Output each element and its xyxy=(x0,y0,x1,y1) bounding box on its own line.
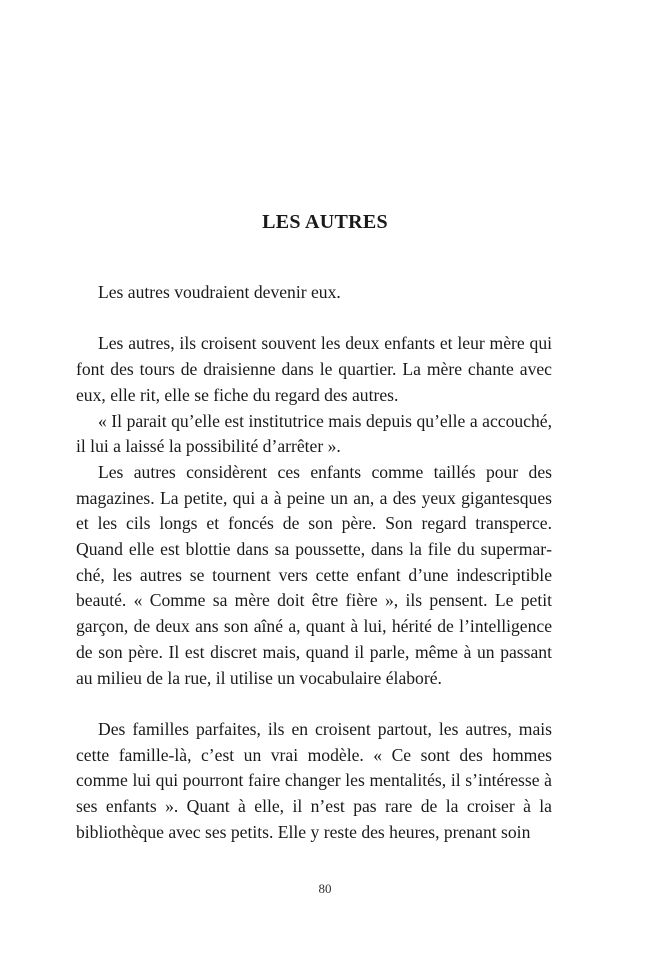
paragraph: Les autres voudraient devenir eux. xyxy=(98,282,341,302)
paragraph: Les autres, ils croisent souvent les deux enfants et leur mère qui font des tours de draisienne dans le quartier. La mère chante avec eux, elle rit, elle se fiche du regard des autres. xyxy=(76,333,552,405)
chapter-title: LES AUTRES xyxy=(262,211,388,233)
body-text xyxy=(76,280,552,845)
page-number: 80 xyxy=(318,881,332,896)
paragraph: « Il parait qu’elle est institutrice mais depuis qu’elle a accouché, il lui a laissé la possibilité d’arrêter ». xyxy=(76,410,552,457)
paragraph: Les autres considèrent ces enfants comme taillés pour des magazines. La petite, qui a à peine un an, a des yeux gigantesques et les cils longs et foncés de son père. Son regard transperce. Quand elle est blottie dans sa poussette, dans la file du supermarché, les autres se tournent vers cette enfant d’une indescriptible beauté. « Comme sa mère doit être fière », ils pensent. Le petit garçon, de deux ans son aîné a, quant à lui, hérité de l’intelligence de son père. Il est discret mais, quand il parle, même à un passant au milieu de la rue, il utilise un vocabulaire élaboré. xyxy=(76,461,552,688)
paragraph: Des familles parfaites, ils en croisent partout, les autres, mais cette famille-là, c’est un vrai modèle. « Ce sont des hommes comme lui qui pourront faire changer les mentalités, il s’intéresse à ses enfants ». Quant à elle, il n’est pas rare de la croiser à la bibliothèque avec ses petits. Elle y reste des heures, prenant soin xyxy=(76,718,552,842)
